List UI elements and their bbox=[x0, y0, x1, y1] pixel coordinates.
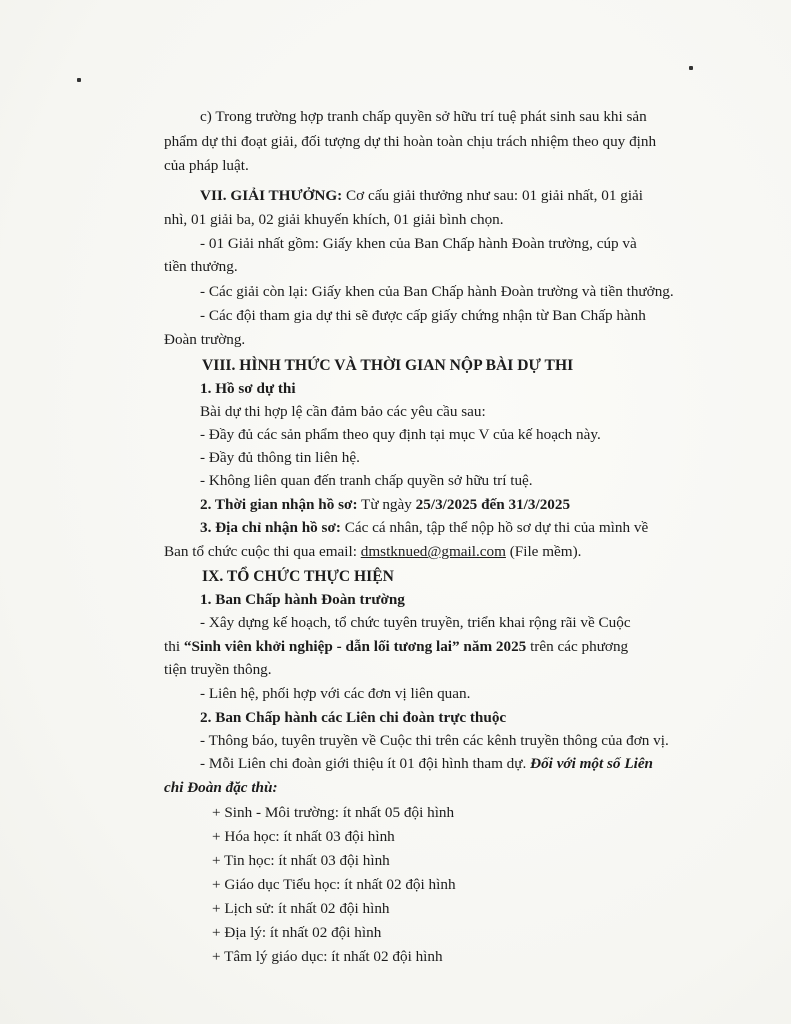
section-vii-line bbox=[200, 186, 720, 206]
paragraph-line: - Xây dựng kế hoạch, tổ chức tuyên truyền, triển khai rộng rãi về Cuộc bbox=[200, 614, 631, 631]
paragraph-line: Bài dự thi hợp lệ cần đảm bảo các yêu cầu sau: bbox=[200, 403, 486, 420]
paragraph-line: tiện truyền thông. bbox=[164, 661, 272, 678]
section-viii-title: VIII. HÌNH THỨC VÀ THỜI GIAN NỘP BÀI DỰ THI bbox=[202, 357, 574, 374]
paragraph-line: - Không liên quan đến tranh chấp quyền sở hữu trí tuệ. bbox=[200, 472, 533, 489]
contest-name: “Sinh viên khởi nghiệp - dẫn lối tương lai” năm 2025 bbox=[183, 638, 527, 655]
submission-address-label: 3. Địa chỉ nhận hồ sơ: bbox=[200, 519, 341, 536]
section-ix-title: IX. TỔ CHỨC THỰC HIỆN bbox=[202, 568, 394, 585]
subsection-title: 1. Hồ sơ dự thi bbox=[200, 380, 296, 397]
contest-name-line bbox=[164, 637, 684, 657]
paragraph-line: nhì, 01 giải ba, 02 giải khuyến khích, 01 giải bình chọn. bbox=[164, 211, 504, 228]
paragraph-line bbox=[200, 754, 720, 774]
email-line bbox=[164, 542, 684, 562]
email-outro: (File mềm). bbox=[505, 543, 582, 560]
special-note-cont: chi Đoàn đặc thù: bbox=[164, 779, 278, 796]
paragraph-line: Đoàn trường. bbox=[164, 331, 246, 348]
scan-speck bbox=[77, 78, 81, 82]
submission-dates: 25/3/2025 đến 31/3/2025 bbox=[415, 496, 571, 513]
quota-item: + Tâm lý giáo dục: ít nhất 02 đội hình bbox=[212, 948, 443, 965]
quota-item: + Giáo dục Tiểu học: ít nhất 02 đội hình bbox=[212, 876, 456, 893]
submission-time-label: 2. Thời gian nhận hồ sơ: bbox=[200, 496, 358, 513]
section-vii-text: Cơ cấu giải thưởng như sau: 01 giải nhất, 01 giải bbox=[342, 187, 643, 204]
paragraph-line: của pháp luật. bbox=[164, 157, 249, 174]
email-link[interactable]: dmstknued@gmail.com bbox=[360, 543, 506, 560]
paragraph-line: - Đầy đủ các sản phẩm theo quy định tại mục V của kế hoạch này. bbox=[200, 426, 601, 443]
paragraph-line: phẩm dự thi đoạt giải, đối tượng dự thi hoàn toàn chịu trách nhiệm theo quy định bbox=[164, 133, 657, 150]
quota-item: + Hóa học: ít nhất 03 đội hình bbox=[212, 828, 395, 845]
subsection-title: 1. Ban Chấp hành Đoàn trường bbox=[200, 591, 405, 608]
paragraph-line: - Các đội tham gia dự thi sẽ được cấp giấy chứng nhận từ Ban Chấp hành bbox=[200, 307, 646, 324]
quota-item: + Sinh - Môi trường: ít nhất 05 đội hình bbox=[212, 804, 455, 821]
quota-item: + Lịch sử: ít nhất 02 đội hình bbox=[212, 900, 390, 917]
submission-time-line bbox=[200, 495, 720, 515]
paragraph-line: tiền thưởng. bbox=[164, 258, 238, 275]
paragraph-line: - Các giải còn lại: Giấy khen của Ban Chấp hành Đoàn trường và tiền thưởng. bbox=[200, 283, 674, 300]
special-note: Đối với một số Liên bbox=[530, 755, 654, 772]
team-intro: - Mỗi Liên chi đoàn giới thiệu ít 01 đội hình tham dự. bbox=[200, 755, 531, 772]
section-vii-title: VII. GIẢI THƯỞNG: bbox=[200, 187, 343, 204]
contest-suffix: trên các phương bbox=[526, 638, 629, 655]
paragraph-line: - Đầy đủ thông tin liên hệ. bbox=[200, 449, 360, 466]
submission-address-line bbox=[200, 518, 720, 538]
paragraph-line: c) Trong trường hợp tranh chấp quyền sở hữu trí tuệ phát sinh sau khi sản bbox=[200, 108, 647, 125]
submission-address-text: Các cá nhân, tập thể nộp hồ sơ dự thi của mình về bbox=[340, 519, 649, 536]
submission-time-text: Từ ngày bbox=[357, 496, 416, 513]
subsection-title: 2. Ban Chấp hành các Liên chi đoàn trực thuộc bbox=[200, 709, 507, 726]
quota-item: + Địa lý: ít nhất 02 đội hình bbox=[212, 924, 382, 941]
scan-speck bbox=[689, 66, 693, 70]
quota-item: + Tin học: ít nhất 03 đội hình bbox=[212, 852, 390, 869]
paragraph-line: - 01 Giải nhất gồm: Giấy khen của Ban Chấp hành Đoàn trường, cúp và bbox=[200, 235, 637, 252]
email-intro: Ban tổ chức cuộc thi qua email: bbox=[164, 543, 361, 560]
paragraph-line: - Liên hệ, phối hợp với các đơn vị liên quan. bbox=[200, 685, 471, 702]
contest-prefix: thi bbox=[164, 638, 184, 655]
paragraph-line: - Thông báo, tuyên truyền về Cuộc thi trên các kênh truyền thông của đơn vị. bbox=[200, 732, 669, 749]
